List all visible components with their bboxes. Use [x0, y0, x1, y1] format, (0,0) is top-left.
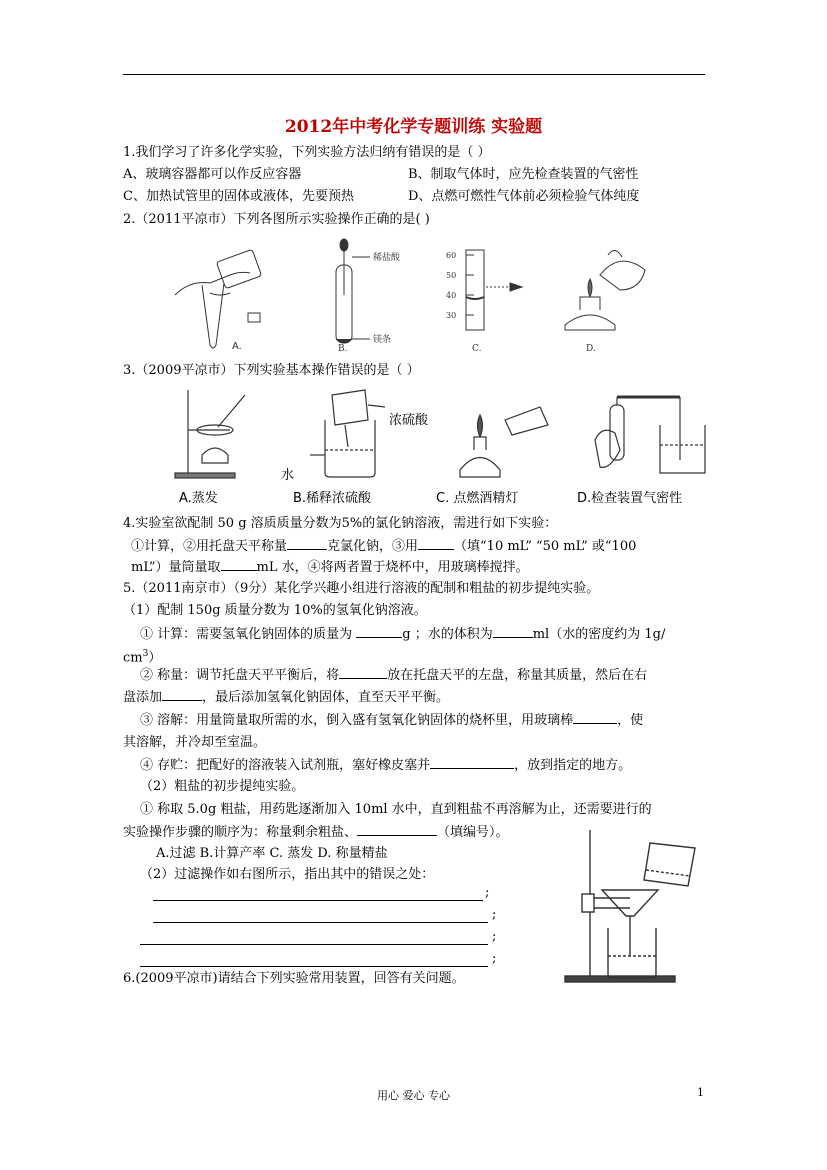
q5-semicolon-3: ;	[492, 929, 497, 944]
header-rule	[123, 74, 705, 75]
q5-semicolon-1: ;	[485, 885, 490, 900]
q3-label-d: D.检查装置气密性	[577, 491, 683, 506]
page-footer: 用心 爱心 专心	[377, 1089, 450, 1102]
q5-blank-water-volume[interactable]	[493, 625, 533, 638]
q5-blank-label[interactable]	[430, 756, 514, 769]
q4-line-2: ①计算，②用托盘天平称量 克氯化钠，③用 （填“10 mL” “50 mL” 或“100	[131, 539, 637, 554]
q5-blank-stir[interactable]	[573, 711, 617, 724]
q3-stem: 3.（2009平凉市）下列实验基本操作错误的是（ ）	[123, 363, 420, 378]
q5-line-10: （2）粗盐的初步提纯实验。	[140, 779, 305, 794]
q1-option-d: D、点燃可燃性气体前必须检验气体纯度	[408, 189, 640, 204]
q5-answer-line-3[interactable]	[140, 944, 488, 945]
q5-line-5: ② 称量：调节托盘天平平衡后，将 放在托盘天平的左盘，称量其质量，然后在右	[140, 668, 648, 683]
q1-option-a: A、玻璃容器都可以作反应容器	[123, 167, 302, 182]
q2-c-tick-30: 30	[446, 311, 457, 320]
q5-blank-steps[interactable]	[357, 823, 437, 836]
q3-label-b: B.稀释浓硫酸	[293, 491, 372, 506]
q2-figures	[170, 235, 640, 360]
q5-semicolon-4: ;	[492, 951, 497, 966]
q5-blank-right-pan[interactable]	[162, 688, 202, 701]
q5-filtration-figure	[560, 828, 710, 990]
q3-label-c: C. 点燃酒精灯	[436, 491, 519, 506]
q2-c-tick-60: 60	[446, 251, 457, 260]
page-number: 1	[697, 1086, 704, 1099]
q2-figure-b	[336, 239, 370, 343]
q2-b-reagent: 稀盐酸	[373, 253, 401, 263]
q4-line-3: mL”）量筒量取 mL 水，④将两者置于烧杯中，用玻璃棒搅拌。	[131, 560, 529, 575]
q5-line-2: （1）配制 150g 质量分数为 10%的氢氧化钠溶液。	[123, 603, 427, 618]
q2-b-metal: 镁条	[373, 335, 392, 345]
q5-answer-line-1[interactable]	[153, 900, 483, 901]
q5-line-11: ① 称取 5.0g 粗盐，用药匙逐渐加入 10ml 水中，直到粗盐不再溶解为止，还需要进行的	[140, 802, 652, 817]
q5-line-7: ③ 溶解：用量筒量取所需的水，倒入盛有氢氧化钠固体的烧杯里，用玻璃棒 ，使	[140, 713, 644, 728]
q5-line-3: ① 计算：需要氢氧化钠固体的质量为 g ；水的体积为 ml（水的密度约为 1g/	[140, 627, 666, 642]
q5-line-12: 实验操作步骤的顺序为：称量剩余粗盐、 （填编号）。	[123, 825, 509, 840]
q4-blank-cylinder[interactable]	[418, 537, 454, 550]
q4-blank-volume[interactable]	[221, 558, 257, 571]
q1-option-b: B、制取气体时，应先检查装置的气密性	[408, 167, 639, 182]
q4-line-1: 4.实验室欲配制 50 g 溶质质量分数为5%的氯化钠溶液，需进行如下实验：	[123, 516, 558, 531]
q1-option-c: C、加热试管里的固体或液体，先要预热	[123, 189, 354, 204]
q2-label-a: A.	[232, 341, 242, 352]
q2-figure-a	[175, 249, 262, 348]
q5-blank-weigh-item[interactable]	[339, 666, 387, 679]
q2-stem: 2.（2011平凉市）下列各图所示实验操作正确的是( )	[123, 212, 430, 227]
q1-stem: 1.我们学习了许多化学实验，下列实验方法归纳有错误的是（ ）	[123, 145, 491, 160]
q3-figure-a	[175, 390, 245, 478]
q5-line-4: $cm^3$）	[123, 649, 162, 666]
q2-c-tick-50: 50	[446, 271, 457, 280]
page-title: 2012年中考化学专题训练 实验题	[284, 117, 543, 137]
q5-blank-naoh-mass[interactable]	[356, 625, 402, 638]
q2-figure-c	[466, 250, 522, 330]
q5-semicolon-2: ;	[492, 907, 497, 922]
q2-label-b: B.	[338, 344, 348, 354]
q4-blank-mass[interactable]	[287, 537, 327, 550]
q2-c-tick-40: 40	[446, 291, 457, 300]
q5-line-8: 其溶解，并冷却至室温。	[123, 735, 267, 750]
q3-label-a: A.蒸发	[179, 491, 218, 506]
q3-figure-c	[460, 407, 548, 477]
q5-line-1: 5.（2011南京市）（9分）某化学兴趣小组进行溶液的配制和粗盐的初步提纯实验。	[123, 581, 600, 596]
q3-figures	[170, 385, 710, 485]
q5-answer-line-2[interactable]	[153, 922, 488, 923]
q3-figure-b	[310, 390, 385, 477]
q5-line-13: A.过滤 B.计算产率 C. 蒸发 D. 称量精盐	[156, 846, 388, 861]
q5-answer-line-4[interactable]	[140, 966, 488, 967]
q3-figure-d	[595, 397, 705, 473]
q3-water-label: 水	[281, 468, 295, 483]
q5-line-14: （2）过滤操作如右图所示，指出其中的错误之处：	[140, 867, 435, 882]
q2-label-d: D.	[586, 344, 596, 354]
q5-line-9: ④ 存贮：把配好的溶液装入试剂瓶，塞好橡皮塞并 ，放到指定的地方。	[140, 758, 632, 773]
q3-acid-label: 浓硫酸	[389, 413, 429, 428]
q5-line-6: 盘添加 ，最后添加氢氧化钠固体，直至天平平衡。	[123, 690, 450, 705]
q2-figure-d	[565, 250, 645, 330]
q6-stem: 6.(2009平凉市)请结合下列实验常用装置，回答有关问题。	[123, 971, 465, 986]
q2-label-c: C.	[472, 344, 482, 354]
